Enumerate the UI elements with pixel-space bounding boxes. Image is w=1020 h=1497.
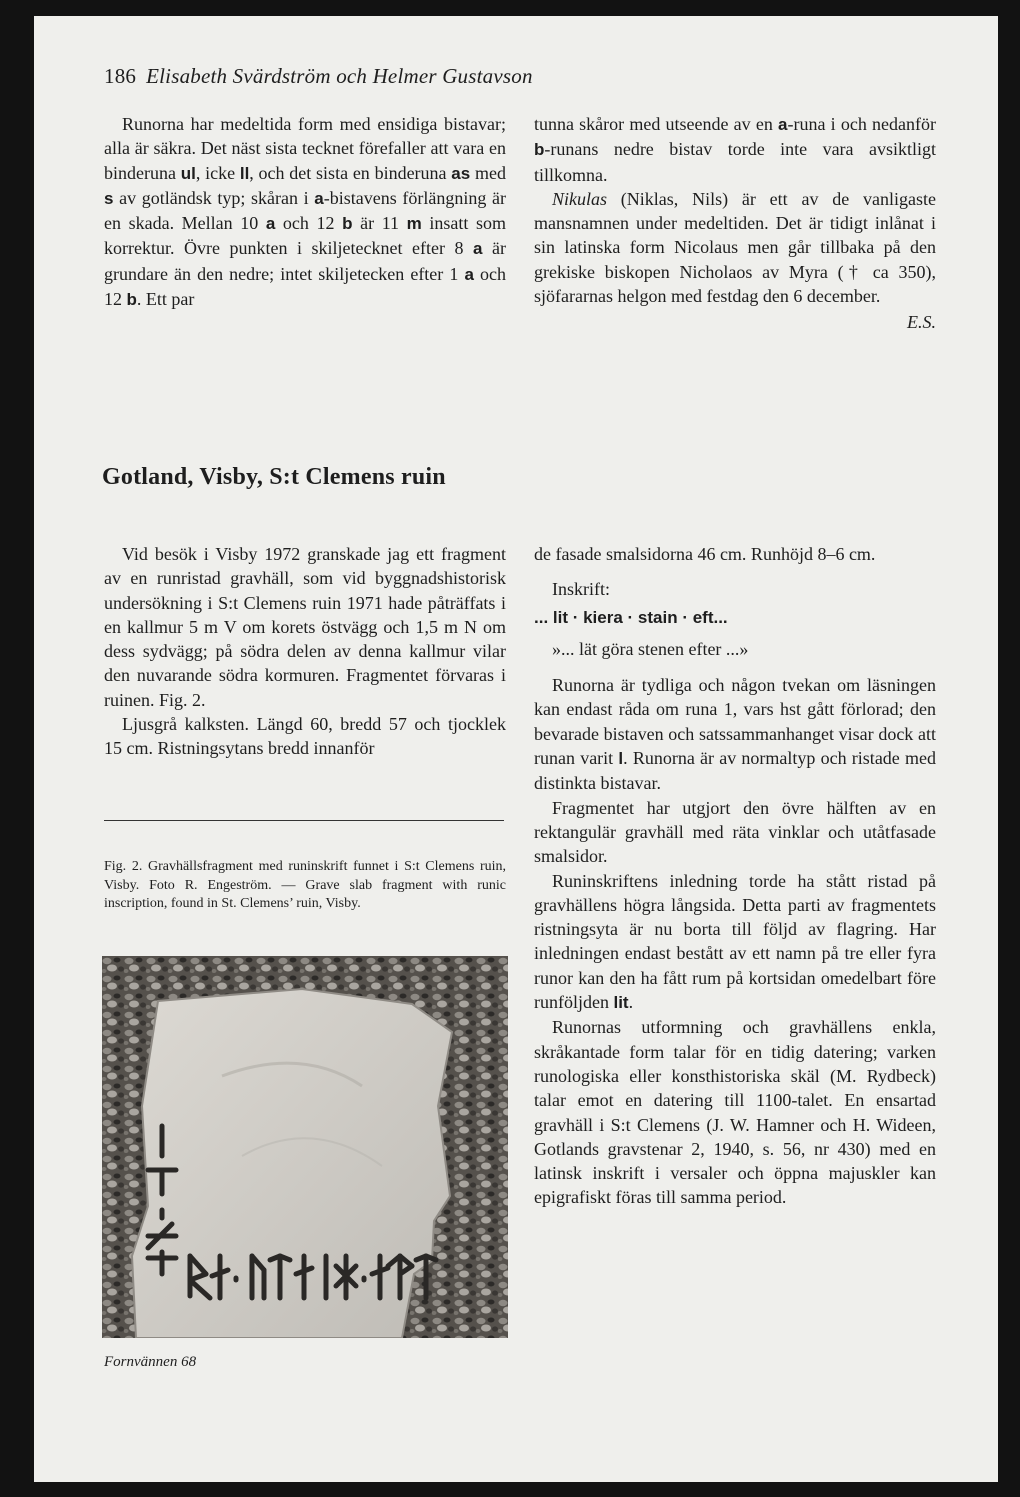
- rune-text: lit: [613, 993, 629, 1013]
- paragraph: Fragmentet har utgjort den övre hälften av en rektangulär gravhäll med räta vinklar och utåtfasade smalsidor.: [534, 797, 936, 867]
- lower-left-column: [104, 542, 506, 761]
- section-title: Gotland, Visby, S:t Clemens ruin: [102, 464, 446, 490]
- text: är grundare än den nedre; intet skiljetecken efter 1: [104, 238, 507, 284]
- text: .: [628, 992, 634, 1013]
- paragraph: [534, 869, 936, 1016]
- text: och 12: [275, 213, 343, 234]
- paragraph: Vid besök i Visby 1972 granskade jag ett fragment av en runristad gravhäll, som vid byggnadshistorisk undersökning i S:t Clemens ruin 1971 hade påträffats i en kallmur 5 m V om korets östvägg och 1,5 m N om dess sydvägg; på södra delen av denna kallmur vilar den nuvarande södra kormuren. Fragmentet förvaras i ruinen. Fig. 2.: [104, 544, 506, 710]
- rune-text: b: [342, 214, 353, 234]
- rune-text: a: [314, 188, 324, 208]
- text: Runinskriftens inledning torde ha stått ristad på gravhällens högra långsida. Detta parti av fragmentets ristningsyta är nu borta till följd av flagring. Har inledningen endast bestått av ett namn på tre eller fyra runor kan den ha fått rum på kortsidan omedelbart före runföljden: [534, 870, 936, 1013]
- rune-text: l: [618, 749, 624, 769]
- rune-text: ll: [239, 163, 250, 183]
- text: Runorna är tydliga och någon tvekan om läsningen kan endast råda om runa 1, vars hst gått förlorad; den bevarade bistaven och satssammanhanget visar dock att runan varit: [534, 675, 936, 769]
- runestone-photo: [102, 956, 508, 1338]
- top-right-column: [534, 112, 936, 335]
- text: -runa i och nedanför: [787, 114, 936, 134]
- rune-text: a: [265, 214, 276, 234]
- rune-text: a: [473, 239, 483, 259]
- text: -bistavens förlängning är en skada. Mellan 10: [104, 187, 506, 234]
- text: . Runorna är av normaltyp och ristade med distinkta bistavar.: [534, 748, 936, 794]
- rune-text: a: [464, 264, 474, 284]
- text: insatt som korrektur. Övre punkten i skiljetecknet efter 8: [104, 213, 506, 259]
- rune-text: b: [534, 140, 545, 160]
- lower-right-column: [534, 542, 936, 1210]
- paragraph: Runornas utformning och gravhällens enkla, skråkantade form talar för en tidig datering; varken runologiska eller konsthistoriska skäl (M. Rydbeck) talar emot en datering till 1100-talet. En ensartad gravhäll i S:t Clemens (J. W. Hamner och H. Wideen, Gotlands gravstenar 2, 1940, s. 56, nr 430) med en latinsk inskrift i versaler och öppna majuskler kan epigrafiskt föras till samma period.: [534, 1017, 936, 1208]
- text: Runorna har medeltida form med ensidiga bistavar; alla är säkra. Det näst sista tecknet förefaller att vara en binderuna: [104, 114, 506, 183]
- text: av gotländsk typ; skåran i: [113, 187, 315, 208]
- rune-text: ul: [180, 163, 196, 183]
- footnote-rule: [104, 820, 504, 821]
- top-left-column: [104, 112, 506, 312]
- paragraph: [534, 673, 936, 795]
- text: , icke: [195, 162, 240, 183]
- journal-footer: Fornvännen 68: [104, 1354, 197, 1370]
- header-author: Elisabeth Svärdström och Helmer Gustavson: [146, 64, 533, 88]
- rune-text: m: [406, 214, 422, 234]
- name-text: Nikulas: [552, 188, 608, 209]
- paragraph: Ljusgrå kalksten. Längd 60, bredd 57 och tjocklek 15 cm. Ristningsytans bredd innanför: [104, 714, 506, 759]
- text: och 12: [104, 263, 506, 310]
- inscription-label: Inskrift:: [552, 579, 610, 600]
- paragraph: de fasade smalsidorna 46 cm. Runhöjd 8–6 cm.: [534, 544, 876, 564]
- text: -runans nedre bistav torde inte vara avsiktligt tillkomna.: [534, 139, 936, 185]
- inscription: ... lit · kiera · stain · eft...: [534, 607, 728, 627]
- rune-text: b: [126, 290, 137, 310]
- text: . Ett par: [136, 289, 195, 310]
- page-number: 186: [104, 64, 137, 88]
- page: [34, 16, 998, 1482]
- paragraph: [104, 112, 506, 312]
- text: (Niklas, Nils) är ett av de vanligaste mansnamnen under medeltiden. Det är tidigt inlånat i sin latinska form Nicolaus men går tillbaka på den grekiske biskopen Nicholaos av Myra († ca 350), sjöfararnas helgon med festdag den 6 december.: [534, 188, 936, 307]
- rune-text: a: [778, 115, 788, 134]
- text: , och det sista en binderuna: [249, 162, 452, 183]
- rune-text: s: [104, 188, 114, 208]
- rune-text: as: [451, 163, 471, 183]
- running-header: [104, 64, 533, 89]
- figure-caption: Fig. 2. Gravhällsfragment med runinskrift funnet i S:t Clemens ruin, Visby. Foto R. Engeström. — Grave slab fragment with runic inscription, found in St. Clemens’ ruin, Visby.: [104, 859, 506, 911]
- figure-photo: [102, 956, 508, 1338]
- text: är 11: [352, 213, 407, 234]
- text: med: [470, 162, 506, 183]
- translation: »... lät göra stenen efter ...»: [552, 638, 749, 659]
- paragraph: [534, 112, 936, 187]
- paragraph: [534, 187, 936, 308]
- signature: E.S.: [907, 312, 936, 333]
- text: tunna skåror med utseende av en: [534, 114, 779, 134]
